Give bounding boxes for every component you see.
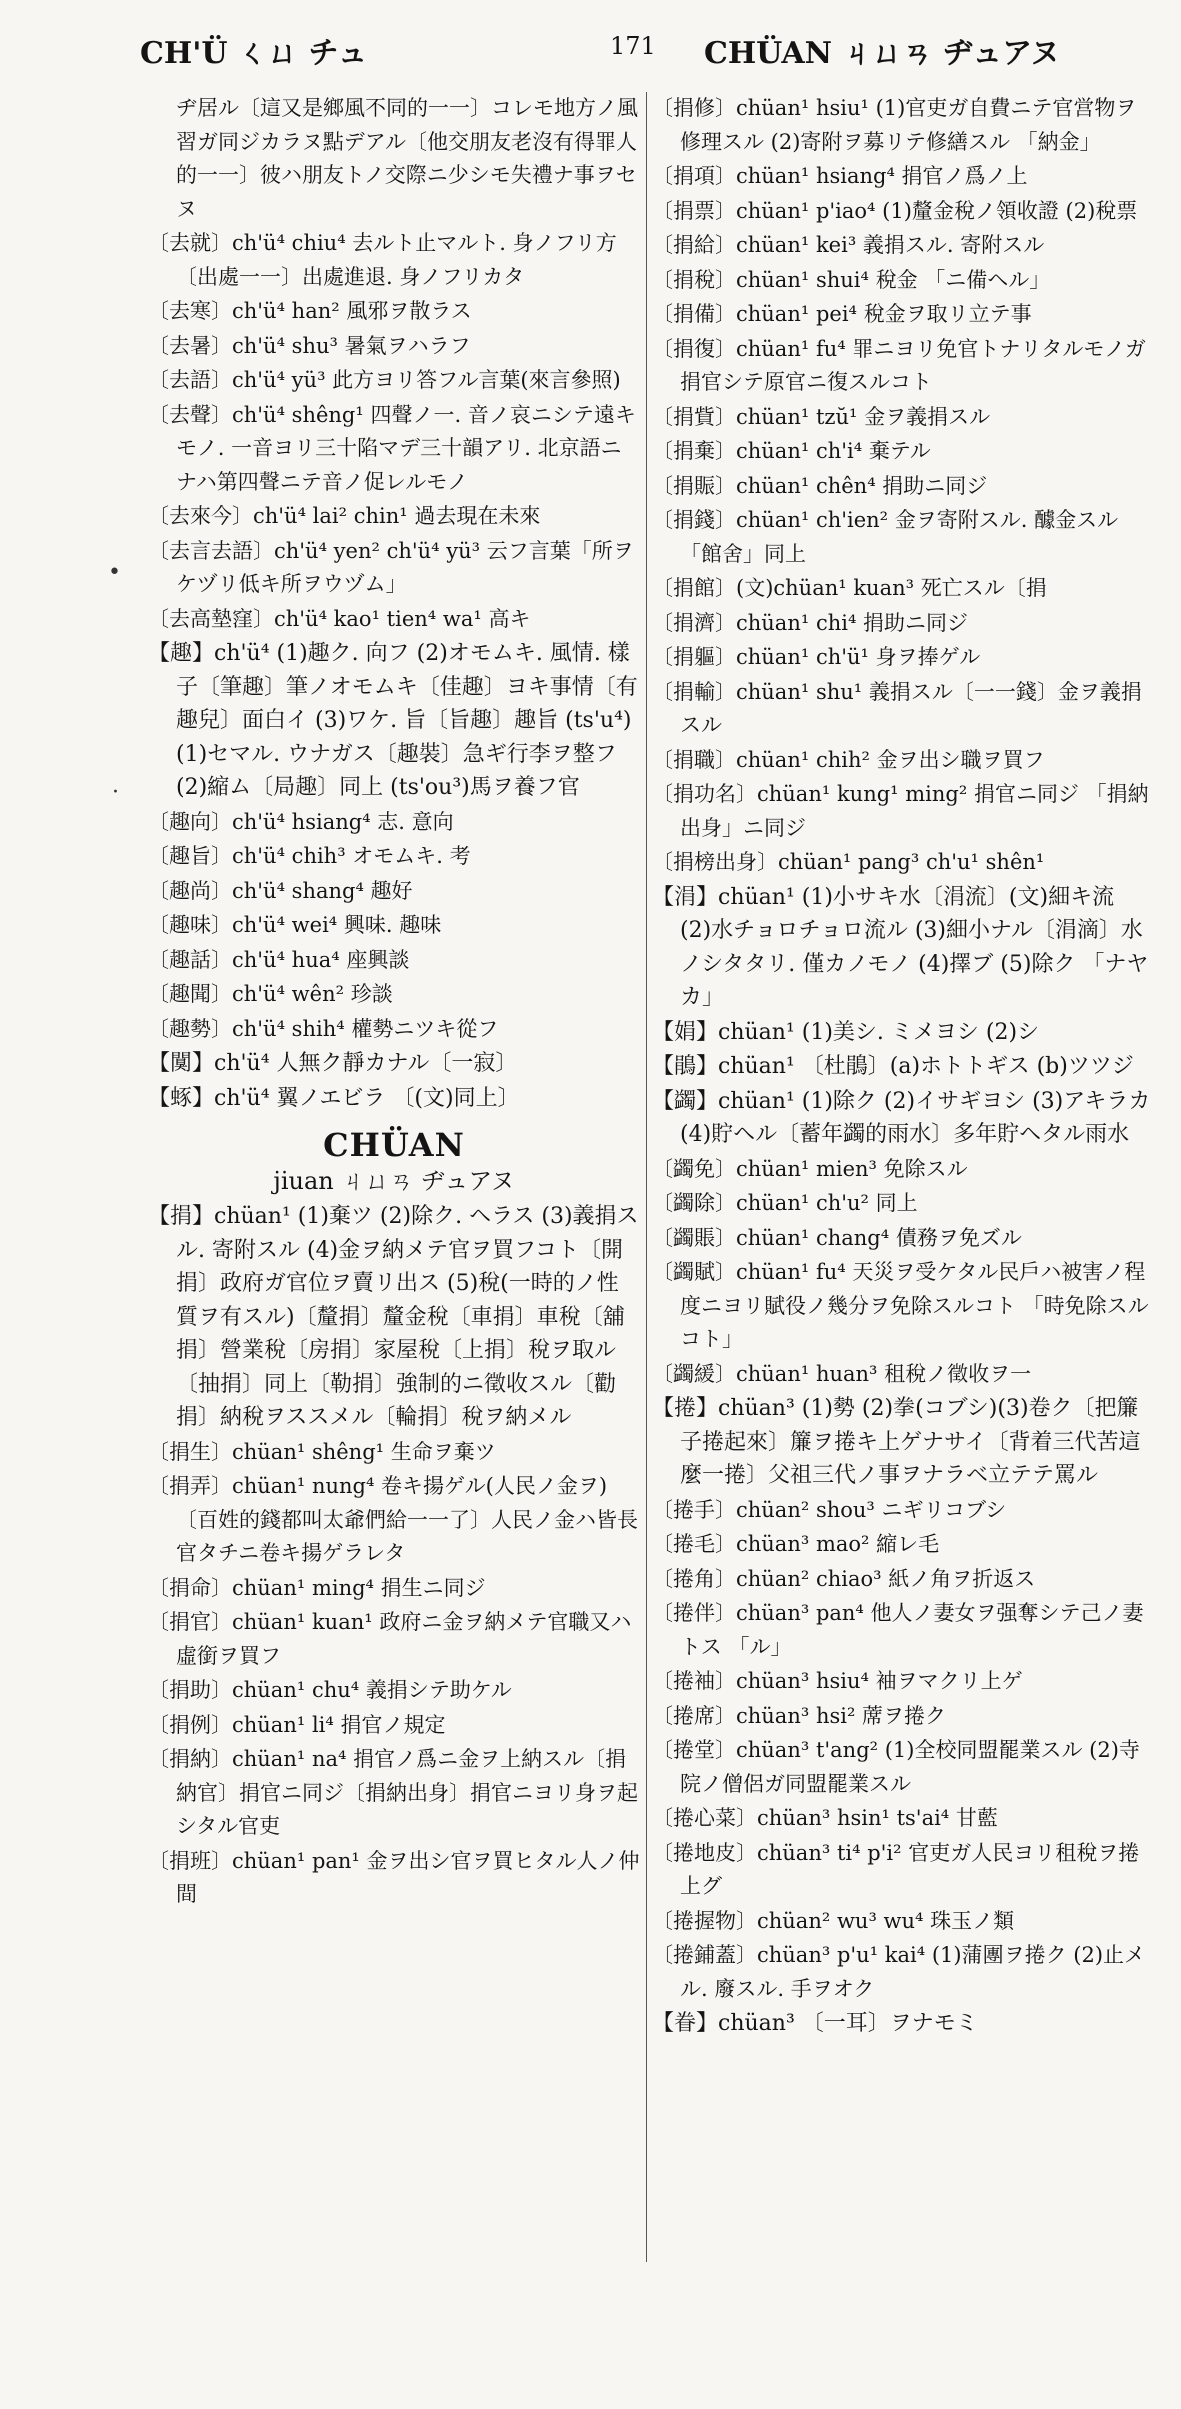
dictionary-entry: 〔捲毛〕chüan³ mao² 縮レ毛 [652, 1532, 940, 1556]
dictionary-entry: 〔趣味〕ch'ü⁴ wei⁴ 興味. 趣味 [148, 913, 442, 937]
page-header [140, 28, 1060, 72]
dictionary-entry: 〔捲伴〕chüan³ pan⁴ 他人ノ妻女ヲ强奪シテ己ノ妻トス 「ル」 [652, 1601, 1144, 1659]
dictionary-entry: 【娟】chüan¹ (1)美シ. ミメヨシ (2)シ [652, 1019, 1040, 1045]
dictionary-entry: 〔捲袖〕chüan³ hsiu⁴ 袖ヲマクリ上ゲ [652, 1669, 1023, 1693]
dictionary-entry: 〔蠲賦〕chüan¹ fu⁴ 天災ヲ受ケタル民戶ハ被害ノ程度ニヨリ賦役ノ幾分ヲ免除スルコト 「時免除スルコト」 [652, 1260, 1149, 1351]
dictionary-entry: 〔蠲緩〕chüan¹ huan³ 租稅ノ徵收ヲ一 [652, 1361, 1032, 1386]
margin-tick-mark: · [112, 780, 119, 805]
dictionary-entry: 〔捲鋪蓋〕chüan³ p'u¹ kai⁴ (1)蒲團ヲ捲ク (2)止メル. 廢スル. 手ヲオク [652, 1943, 1146, 2001]
dictionary-entry: 〔捐軀〕chüan¹ ch'ü¹ 身ヲ捧ゲル [652, 645, 981, 669]
dictionary-entry: 〔捐館〕(文)chüan¹ kuan³ 死亡スル〔捐 [652, 576, 1047, 600]
dictionary-entry: 〔捐官〕chüan¹ kuan¹ 政府ニ金ヲ納メテ官職又ハ虛銜ヲ買フ [148, 1610, 632, 1668]
left-column [148, 92, 640, 1913]
dictionary-entry: 〔捐給〕chüan¹ kei³ 義捐スル. 寄附スル [652, 233, 1045, 257]
margin-dot-mark: • [108, 560, 121, 585]
dictionary-entry: 〔捐班〕chüan¹ pan¹ 金ヲ出シ官ヲ買ヒタル人ノ仲間 [148, 1848, 640, 1906]
page-number: 171 [610, 32, 656, 60]
section-subtitle: jiuan ㄐㄩㄢ ヂュアヌ [273, 1166, 515, 1195]
header-left-headword: CH'Ü ㄑㄩ チュ [140, 36, 368, 71]
dictionary-entry: 【涓】chüan¹ (1)小サキ水〔涓流〕(文)細キ流 (2)水チョロチョロ流ル (3)細小ナル〔涓滴〕水ノシタタリ. 僅カノモノ (4)擇ブ (5)除ク 「ナヤカ」 [652, 884, 1149, 1010]
dictionary-entry: 〔捐納〕chüan¹ na⁴ 捐官ノ爲ニ金ヲ上納スル〔捐納官〕捐官ニ同ジ〔捐納出身〕捐官ニヨリ身ヲ起シタル官吏 [148, 1747, 638, 1838]
header-right-headword: CHÜAN ㄐㄩㄢ ヂュアヌ [703, 36, 1060, 71]
dictionary-entry: 【鵑】chüan¹ 〔杜鵑〕(a)ホトトギス (b)ツツジ [652, 1054, 1134, 1079]
dictionary-entry: 〔去語〕ch'ü⁴ yü³ 此方ヨリ答フル言葉(來言參照) [148, 368, 621, 392]
dictionary-entry: 〔捲握物〕chüan² wu³ wu⁴ 珠玉ノ類 [652, 1908, 1015, 1933]
dictionary-entry: 〔蠲免〕chüan¹ mien³ 免除スル [652, 1156, 968, 1181]
dictionary-entry: 〔去暑〕ch'ü⁴ shu³ 暑氣ヲハラフ [148, 333, 471, 358]
dictionary-entry: 〔捐備〕chüan¹ pei⁴ 稅金ヲ取リ立テ事 [652, 302, 1032, 326]
dictionary-entry: ヂ居ル〔這又是鄉風不同的一一〕コレモ地方ノ風習ガ同ジカラヌ點デアル〔他交朋友老沒有得罪人的一一〕彼ハ朋友トノ交際ニ少シモ失禮ナ事ヲセヌ [176, 96, 638, 221]
dictionary-entry: 〔捐復〕chüan¹ fu⁴ 罪ニヨリ免官トナリタルモノガ捐官シテ原官ニ復スルコト [652, 336, 1146, 394]
dictionary-entry: 〔捐棄〕chüan¹ ch'i⁴ 棄テル [652, 439, 931, 463]
dictionary-entry: 〔去寒〕ch'ü⁴ han² 風邪ヲ散ラス [148, 299, 472, 323]
dictionary-entry: 〔捐例〕chüan¹ li⁴ 捐官ノ規定 [148, 1712, 446, 1737]
dictionary-entry: 〔捐票〕chüan¹ p'iao⁴ (1)釐金稅ノ領收證 (2)稅票 [652, 198, 1138, 223]
dictionary-entry: 〔趣旨〕ch'ü⁴ chih³ オモムキ. 考 [148, 844, 471, 868]
dictionary-entry: 〔趣勢〕ch'ü⁴ shih⁴ 權勢ニツキ從フ [148, 1016, 499, 1041]
dictionary-entry: 【捐】chüan¹ (1)棄ツ (2)除ク. ヘラス (3)義捐スル. 寄附スル (4)金ヲ納メテ官ヲ買フコト〔開捐〕政府ガ官位ヲ賣リ出ス (5)稅(一時的ノ性質ヲ有スル)〔釐捐〕釐金稅〔車捐〕車稅〔舖捐〕營業稅〔房捐〕家屋稅〔上捐〕稅ヲ取ル〔抽捐〕同上〔勒捐〕強制的ニ徵收スル〔勸捐〕納稅ヲススメル〔輪捐〕稅ヲ納メル [148, 1204, 639, 1430]
dictionary-entry: 〔捐修〕chüan¹ hsiu¹ (1)官吏ガ自費ニテ官営物ヲ修理スル (2)寄附ヲ募リテ修繕スル 「納金」 [652, 96, 1137, 154]
dictionary-entry: 〔去聲〕ch'ü⁴ shêng¹ 四聲ノ一. 音ノ哀ニシテ遠キモノ. 一音ヨリ三十陷マデ三十韻アリ. 北京語ニナハ第四聲ニテ音ノ促レルモノ [148, 402, 636, 494]
dictionary-entry: 【蠲】chüan¹ (1)除ク (2)イサギヨシ (3)アキラカ (4)貯ヘル〔蓄年蠲的雨水〕多年貯ヘタル雨水 [652, 1088, 1151, 1147]
dictionary-entry: 〔去來今〕ch'ü⁴ lai² chin¹ 過去現在未來 [148, 504, 541, 528]
dictionary-entry: 〔捲地皮〕chüan³ ti⁴ p'i² 官吏ガ人民ヨリ租稅ヲ捲上グ [652, 1840, 1140, 1898]
dictionary-entry: 〔捐濟〕chüan¹ chi⁴ 捐助ニ同ジ [652, 610, 969, 635]
section-title: CHÜAN [323, 1126, 465, 1164]
dictionary-entry: 〔蠲除〕chüan¹ ch'u² 同上 [652, 1191, 918, 1215]
dictionary-entry: 〔捲手〕chüan² shou³ ニギリコブシ [652, 1497, 1007, 1522]
dictionary-entry: 〔捐功名〕chüan¹ kung¹ ming² 捐官ニ同ジ 「捐納出身」ニ同ジ [652, 782, 1149, 840]
dictionary-entry: 〔捐項〕chüan¹ hsiang⁴ 捐官ノ爲ノ上 [652, 164, 1028, 188]
dictionary-entry: 〔去言去語〕ch'ü⁴ yen² ch'ü⁴ yü³ 云フ言葉「所ヲケヅリ低キ所ヲウヅム」 [148, 538, 634, 596]
dictionary-entry: 〔捐稅〕chüan¹ shui⁴ 稅金 「ニ備ヘル」 [652, 267, 1051, 292]
right-column [652, 92, 1152, 2042]
dictionary-entry: 【䖶】ch'ü⁴ 翼ノエビラ 〔(文)同上〕 [148, 1085, 520, 1111]
dictionary-entry: 〔捐錢〕chüan¹ ch'ien² 金ヲ寄附スル. 醵金スル 「館舍」同上 [652, 508, 1119, 566]
dictionary-entry: 【闃】ch'ü⁴ 人無ク靜カナル〔一寂〕 [148, 1051, 518, 1076]
dictionary-entry: 〔捐輸〕chüan¹ shu¹ 義捐スル〔一一錢〕金ヲ義捐スル [652, 679, 1142, 737]
section-heading [148, 1126, 640, 1198]
dictionary-entry: 〔捐弄〕chüan¹ nung⁴ 卷キ揚ゲル(人民ノ金ヲ)〔百姓的錢都叫太爺們給一一了〕人民ノ金ハ皆長官タチニ卷キ揚ゲラレタ [148, 1474, 638, 1565]
dictionary-entry: 〔捐命〕chüan¹ ming⁴ 捐生ニ同ジ [148, 1575, 486, 1600]
dictionary-entry: 〔捐貲〕chüan¹ tzŭ¹ 金ヲ義捐スル [652, 404, 991, 429]
dictionary-entry: 〔蠲賬〕chüan¹ chang⁴ 債務ヲ免ズル [652, 1225, 1022, 1250]
dictionary-entry: 〔去高墊窪〕ch'ü⁴ kao¹ tien⁴ wa¹ 高キ [148, 606, 531, 631]
column-divider [646, 92, 647, 2262]
dictionary-entry: 〔捲角〕chüan² chiao³ 紙ノ角ヲ折返ス [652, 1566, 1036, 1591]
dictionary-entry: 〔趣話〕ch'ü⁴ hua⁴ 座興談 [148, 947, 410, 972]
dictionary-entry: 〔捐職〕chüan¹ chih² 金ヲ出シ職ヲ買フ [652, 747, 1045, 772]
dictionary-entry: 【趣】ch'ü⁴ (1)趣ク. 向フ (2)オモムキ. 風情. 樣子〔筆趣〕筆ノオモムキ〔佳趣〕ヨキ事情〔有趣兒〕面白イ (3)ワケ. 旨〔旨趣〕趣旨 (ts'u⁴) (1)セマル. ウナガス〔趣裝〕急ギ行李ヲ整フ (2)縮ム〔局趣〕同上 (ts'ou³)馬ヲ養フ官 [148, 641, 638, 800]
dictionary-entry: 〔趣向〕ch'ü⁴ hsiang⁴ 志. 意向 [148, 809, 454, 834]
dictionary-entry: 〔趣尚〕ch'ü⁴ shang⁴ 趣好 [148, 878, 413, 903]
dictionary-entry: 〔捲堂〕chüan³ t'ang² (1)全校同盟罷業スル (2)寺院ノ僧侶ガ同盟罷業スル [652, 1738, 1140, 1796]
dictionary-entry: 〔捲席〕chüan³ hsi² 蓆ヲ捲ク [652, 1703, 947, 1728]
dictionary-entry: 〔捐生〕chüan¹ shêng¹ 生命ヲ棄ツ [148, 1439, 496, 1464]
dictionary-entry: 〔去就〕ch'ü⁴ chiu⁴ 去ルト止マルト. 身ノフリ方〔出處一一〕出處進退. 身ノフリカタ [148, 231, 617, 289]
dictionary-entry: 〔捲心菜〕chüan³ hsin¹ ts'ai⁴ 甘藍 [652, 1806, 998, 1830]
dictionary-entry: 【眷】chüan³ 〔一耳〕ヲナモミ [652, 2011, 978, 2036]
dictionary-entry: 〔趣聞〕ch'ü⁴ wên² 珍談 [148, 982, 393, 1006]
dictionary-entry: 【捲】chüan³ (1)勢 (2)拳(コブシ)(3)卷ク〔把簾子捲起來〕簾ヲ捲キ上ゲナサイ〔背着三代苦這麼一捲〕父祖三代ノ事ヲナラベ立テテ罵ル [652, 1396, 1141, 1488]
dictionary-entry: 〔捐榜出身〕chüan¹ pang³ ch'u¹ shên¹ [652, 850, 1045, 874]
dictionary-entry: 〔捐助〕chüan¹ chu⁴ 義捐シテ助ケル [148, 1678, 512, 1702]
dictionary-entry: 〔捐賑〕chüan¹ chên⁴ 捐助ニ同ジ [652, 473, 988, 498]
